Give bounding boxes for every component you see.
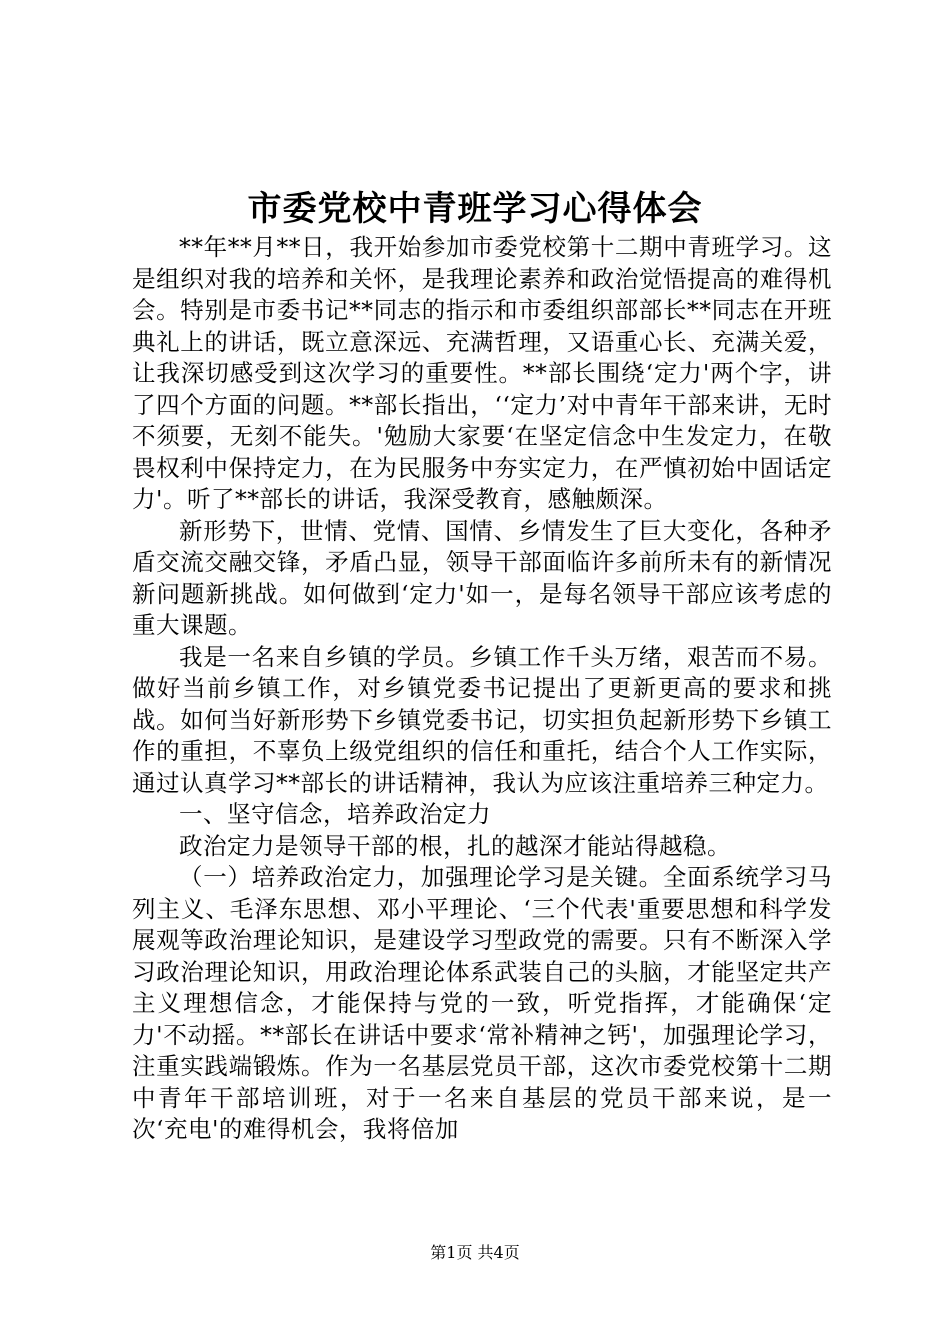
paragraph-theory-study: （一）培养政治定力，加强理论学习是关键。全面系统学习马列主义、毛泽东思想、邓小平理论、‘三个代表'重要思想和科学发展观等政治理论知识，是建设学习型政党的需要。只有不断深入学习政治理论知识，用政治理论体系武装自己的头脑，才能坚定共产主义理想信念，才能保持与党的一致，听党指挥，才能确保‘定力'不动摇。**部长在讲话中要求‘常补精神之钙'，加强理论学习，注重实践端锻炼。作为一名基层党员干部，这次市委党校第十二期中青年干部培训班，对于一名来自基层的党员干部来说，是一次‘充电'的难得机会，我将倍加 (132, 863, 832, 1143)
document-title: 市委党校中青班学习心得体会 (247, 189, 703, 229)
document-body (132, 232, 832, 1146)
paragraph-situation: 新形势下，世情、党情、国情、乡情发生了巨大变化，各种矛盾交流交融交锋，矛盾凸显，领导干部面临许多前所未有的新情况新问题新挑战。如何做到‘定力'如一，是每名领导干部应该考虑的重大课题。 (132, 516, 832, 639)
paragraph-township: 我是一名来自乡镇的学员。乡镇工作千头万绪，艰苦而不易。做好当前乡镇工作，对乡镇党委书记提出了更新更高的要求和挑战。如何当好新形势下乡镇党委书记，切实担负起新形势下乡镇工作的重担，不辜负上级党组织的信任和重托，结合个人工作实际，通过认真学习**部长的讲话精神，我认为应该注重培养三种定力。 (132, 642, 832, 797)
page-footer: 第1页 共4页 (430, 1243, 520, 1262)
section-heading-one: 一、坚守信念，培养政治定力 (179, 800, 491, 828)
paragraph-intro: **年**月**日，我开始参加市委党校第十二期中青班学习。这是组织对我的培养和关怀，是我理论素养和政治觉悟提高的难得机会。特别是市委书记**同志的指示和市委组织部部长**同志在开班典礼上的讲话，既立意深远、充满哲理，又语重心长、充满关爱，让我深切感受到这次学习的重要性。**部长围绕‘定力'两个字，讲了四个方面的问题。**部长指出，‘‘定力’对中青年干部来讲，无时不须要，无刻不能失。'勉励大家要‘在坚定信念中生发定力，在敬畏权利中保持定力，在为民服务中夯实定力，在严慎初始中固话定力'。听了**部长的讲话，我深受教育，感触颇深。 (132, 233, 832, 513)
paragraph-political-root: 政治定力是领导干部的根，扎的越深才能站得越稳。 (179, 831, 731, 860)
